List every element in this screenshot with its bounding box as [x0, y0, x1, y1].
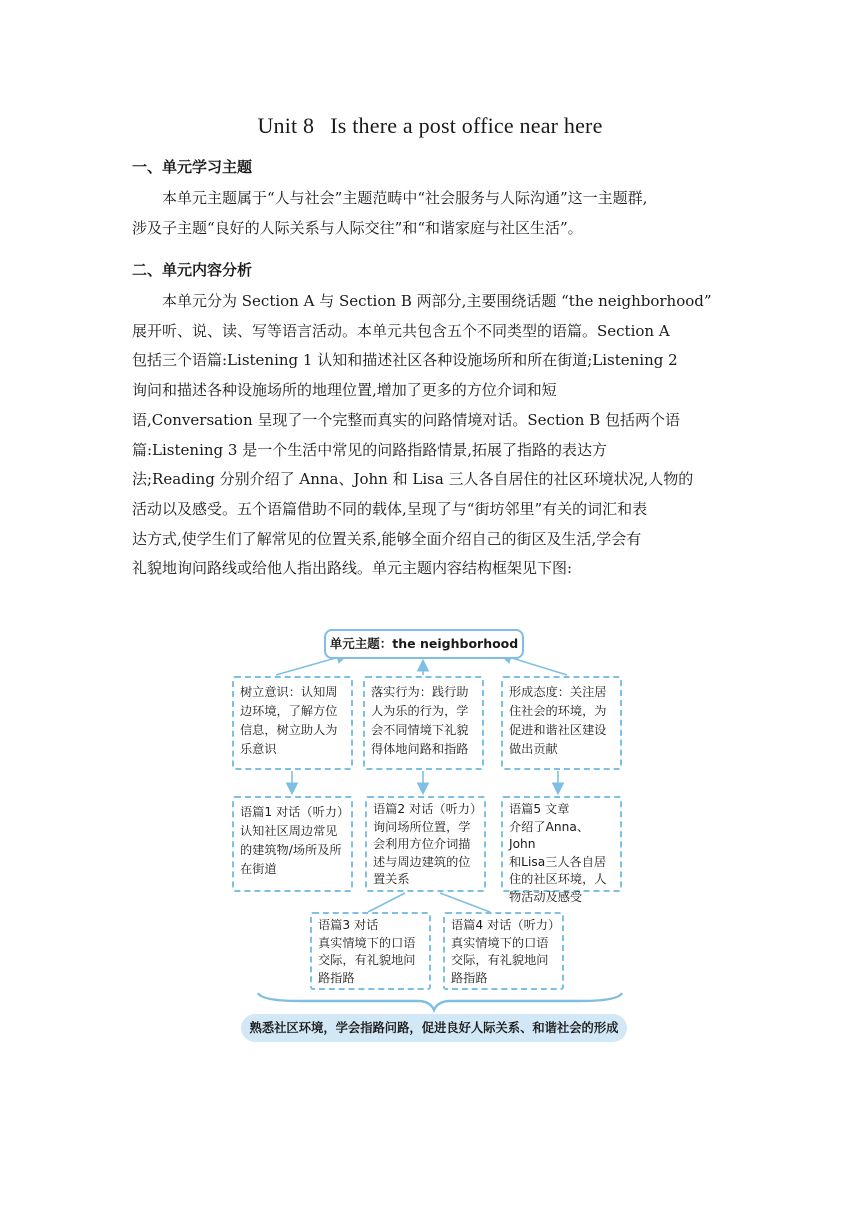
box-line: 促进和谐社区建设 — [509, 723, 607, 737]
unit-number: Unit 8 — [257, 113, 315, 138]
diagram-topic-box: 单元主题：the neighborhood — [324, 629, 524, 659]
goal-box-behavior — [363, 676, 484, 770]
text-box-1 — [232, 796, 353, 892]
box-line: 语篇5 文章 — [509, 802, 570, 816]
goal-box-awareness — [232, 676, 353, 770]
box-line: 做出贡献 — [509, 742, 558, 756]
paragraph-line: 涉及子主题“良好的人际关系与人际交往”和“和谐家庭与社区生活”。 — [132, 218, 583, 237]
box-line: 语篇2 对话（听力） — [373, 802, 483, 816]
paragraph-line: 包括三个语篇:Listening 1 认知和描述社区各种设施场所和所在街道;Listening 2 — [132, 351, 678, 370]
box-line: 物活动及感受 — [509, 889, 583, 904]
box-line: 交际，有礼貌地问 — [318, 953, 416, 967]
box-line: 会利用方位介词描 — [373, 837, 471, 851]
box-line: 真实情境下的口语 — [451, 935, 549, 950]
paragraph-line: 礼貌地询问路线或给他人指出路线。单元主题内容结构框架见下图: — [132, 559, 573, 578]
box-line: 住的社区环境，人 — [509, 872, 607, 886]
box-line: 住社会的环境，为 — [509, 704, 607, 718]
box-line: 乐意识 — [240, 742, 277, 756]
paragraph-line: 本单元主题属于“人与社会”主题范畴中“社会服务与人际沟通”这一主题群, — [162, 189, 648, 207]
section-heading-theme: 一、单元学习主题 — [132, 158, 253, 176]
text-box-2 — [365, 796, 486, 892]
box-line: 得体地问路和指路 — [371, 742, 469, 756]
unit-title: Is there a post office near here — [330, 113, 603, 138]
paragraph-line: 展开听、说、读、写等语言活动。本单元共包含五个不同类型的语篇。Section A — [132, 321, 670, 340]
box-line: 置关系 — [373, 872, 410, 886]
box-line: 路指路 — [451, 970, 488, 985]
box-line: 和Lisa三人各自居 — [509, 854, 607, 869]
text-box-3 — [310, 912, 431, 990]
diagram-summary-banner: 熟悉社区环境，学会指路问路，促进良好人际关系、和谐社会的形成 — [241, 1014, 627, 1042]
box-line: 形成态度：关注居 — [509, 685, 607, 699]
text-box-4 — [443, 912, 564, 990]
box-line: 语篇1 对话（听力） — [240, 805, 350, 819]
paragraph-line: 本单元分为 Section A 与 Section B 两部分,主要围绕话题 “the neighborhood” — [162, 292, 712, 310]
box-line: 树立意识：认知周 — [240, 685, 338, 699]
box-line: 询问场所位置，学 — [373, 819, 471, 834]
box-line: 信息，树立助人为 — [240, 723, 338, 737]
box-line: 边环境，了解方位 — [240, 704, 338, 718]
box-line: 介绍了Anna、John — [509, 819, 590, 851]
box-line: 交际，有礼貌地问 — [451, 953, 549, 967]
paragraph-line: 语,Conversation 呈现了一个完整而真实的问路情境对话。Section B 包括两个语 — [132, 410, 681, 429]
paragraph-line: 法;Reading 分别介绍了 Anna、John 和 Lisa 三人各自居住的社区环境状况,人物的 — [132, 470, 694, 489]
section-analysis-paragraph — [132, 287, 732, 584]
box-line: 语篇3 对话 — [318, 918, 379, 932]
box-line: 路指路 — [318, 970, 355, 985]
paragraph-line: 篇:Listening 3 是一个生活中常见的问路指路情景,拓展了指路的表达方 — [132, 440, 607, 459]
box-line: 的建筑物/场所及所 — [240, 843, 342, 857]
line-text2-to-text4 — [440, 893, 490, 912]
box-line: 语篇4 对话（听力） — [451, 918, 561, 932]
paragraph-line: 达方式,使学生们了解常见的位置关系,能够全面介绍自己的街区及生活,学会有 — [132, 529, 642, 548]
box-line: 人为乐的行为，学 — [371, 704, 469, 718]
paragraph-line: 询问和描述各种设施场所的地理位置,增加了更多的方位介词和短 — [132, 381, 557, 400]
document-title — [0, 113, 860, 139]
box-line: 落实行为：践行助 — [371, 685, 469, 699]
box-line: 认知社区周边常见 — [240, 824, 338, 838]
line-text2-to-text3 — [368, 893, 405, 912]
goal-box-attitude — [501, 676, 622, 770]
summary-brace — [258, 993, 622, 1010]
text-box-5 — [501, 796, 622, 904]
section-heading-analysis: 二、单元内容分析 — [132, 261, 253, 279]
paragraph-line: 活动以及感受。五个语篇借助不同的载体,呈现了与“街坊邻里”有关的词汇和表 — [132, 499, 648, 518]
section-theme-paragraph — [132, 184, 732, 243]
box-line: 述与周边建筑的位 — [373, 854, 471, 869]
box-line: 在街道 — [240, 862, 277, 876]
box-line: 真实情境下的口语 — [318, 935, 416, 950]
box-line: 会不同情境下礼貌 — [371, 723, 469, 737]
